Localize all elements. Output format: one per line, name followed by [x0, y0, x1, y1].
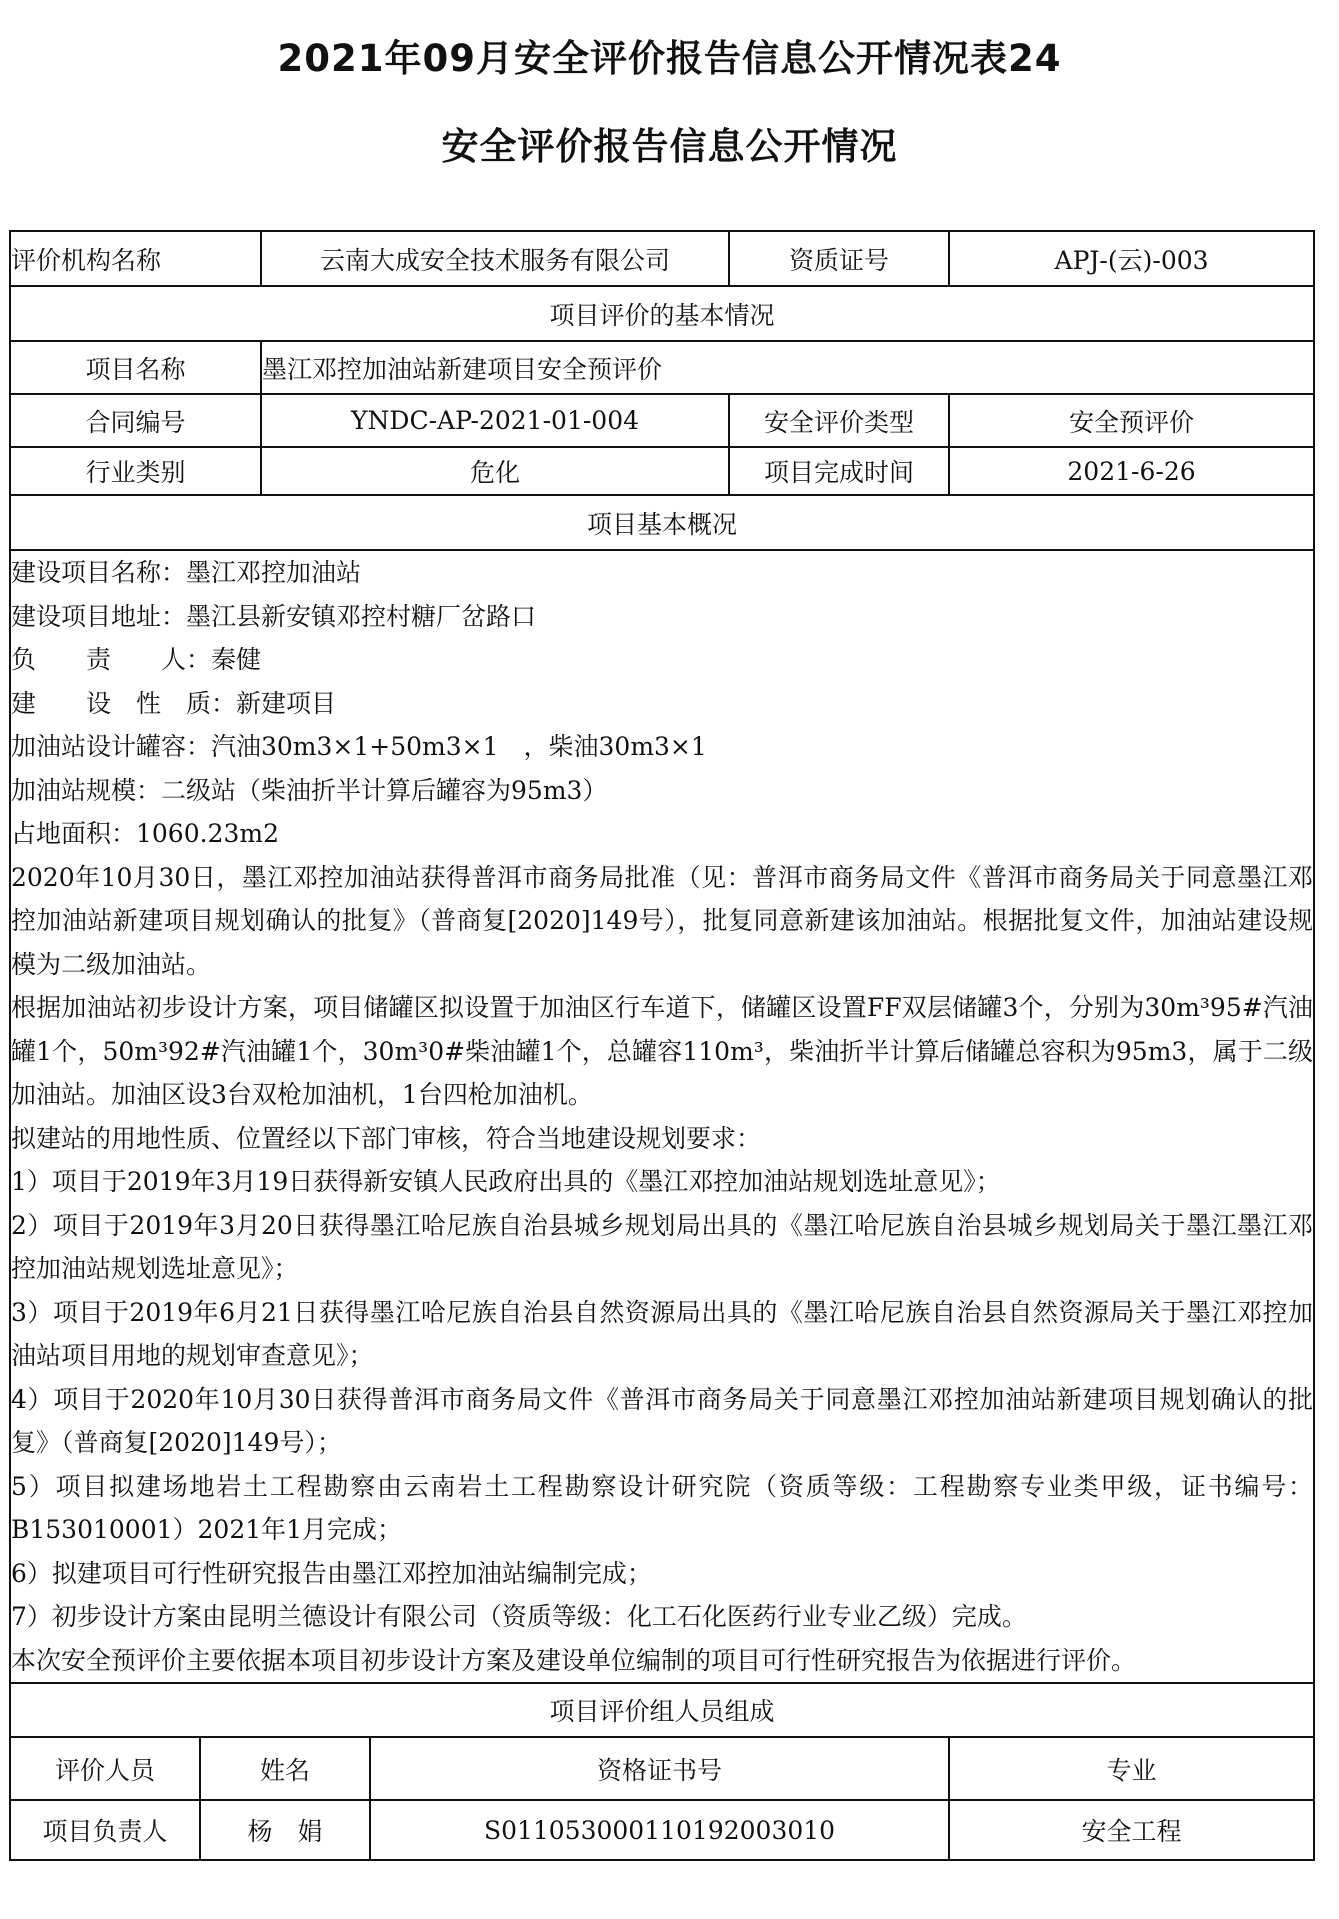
overview-construction-nature: [11, 682, 1313, 726]
finish-time-label: 项目完成时间: [729, 447, 949, 495]
project-name-label: 项目名称: [10, 341, 261, 394]
overview-header-row: [10, 495, 1314, 550]
evaluation-type-label: 安全评价类型: [729, 394, 949, 447]
overview-design-paragraph: 根据加油站初步设计方案，项目储罐区拟设置于加油区行车道下，储罐区设置FF双层储罐3个，分别为30m³95#汽油罐1个，50m³92#汽油罐1个，30m³0#柴油罐1个，总罐容110m³，柴油折半计算后储罐总容积为95m3，属于二级加油站。加油区设3台双枪加油机，1台四枪加油机。: [11, 993, 1314, 1109]
nature-value: 新建项目: [236, 688, 337, 718]
industry-row: [10, 447, 1314, 495]
contract-label: 合同编号: [10, 394, 261, 447]
cert-value: APJ-(云)-003: [949, 231, 1314, 286]
overview-review-item-5: 5）项目拟建场地岩土工程勘察由云南岩土工程勘察设计研究院（资质等级：工程勘察专业类甲级，证书编号：B153010001）2021年1月完成；: [11, 1471, 1314, 1544]
overview-basis-paragraph: 本次安全预评价主要依据本项目初步设计方案及建设单位编制的项目可行性研究报告为依据进行评价。: [11, 1645, 1137, 1675]
overview-station-scale: 加油站规模：二级站（柴油折半计算后罐容为95m3）: [11, 775, 608, 805]
overview-review-item-7: 7）初步设计方案由昆明兰德设计有限公司（资质等级：化工石化医药行业专业乙级）完成。: [11, 1602, 1027, 1631]
overview-review-item-6: 6）拟建项目可行性研究报告由墨江邓控加油站编制完成；: [11, 1558, 652, 1588]
responsible-value: 秦健: [211, 645, 262, 674]
overview-review-item-2: 2）项目于2019年3月20日获得墨江哈尼族自治县城乡规划局出具的《墨江哈尼族自治县城乡规划局关于墨江墨江邓控加油站规划选址意见》；: [11, 1210, 1314, 1283]
team-member-row: [10, 1800, 1314, 1860]
org-name-value: 云南大成安全技术服务有限公司: [261, 231, 729, 286]
team-col-role: 评价人员: [10, 1737, 200, 1800]
basic-header-row: [10, 286, 1314, 341]
member-specialty: 安全工程: [949, 1800, 1314, 1860]
team-header-row: [10, 1683, 1314, 1737]
contract-row: [10, 394, 1314, 447]
disclosure-table: [9, 230, 1315, 1861]
contract-value: YNDC-AP-2021-01-004: [261, 394, 729, 447]
overview-land-area: 占地面积：1060.23m2: [11, 819, 279, 848]
member-name: 杨 娟: [200, 1800, 370, 1860]
overview-review-intro: 拟建站的用地性质、位置经以下部门审核，符合当地建设规划要求：: [11, 1123, 762, 1153]
team-col-name: 姓名: [200, 1737, 370, 1800]
document-subtitle: 安全评价报告信息公开情况: [441, 125, 898, 168]
industry-label: 行业类别: [10, 447, 261, 495]
evaluation-type-value: 安全预评价: [949, 394, 1314, 447]
nature-label: 建 设 性 质：: [11, 688, 237, 718]
overview-responsible-person: [11, 638, 1313, 682]
overview-approval-paragraph: 2020年10月30日，墨江邓控加油站获得普洱市商务局批准（见：普洱市商务局文件《普洱市商务局关于同意墨江邓控加油站新建项目规划确认的批复》（普商复[2020]149号），批复同意新建该加油站。根据批复文件，加油站建设规模为二级加油站。: [11, 862, 1314, 979]
project-overview: [10, 550, 1314, 1683]
overview-row: [10, 550, 1314, 1683]
org-row: [10, 231, 1314, 286]
team-columns-row: [10, 1737, 1314, 1800]
overview-review-item-4: 4）项目于2020年10月30日获得普洱市商务局文件《普洱市商务局关于同意墨江邓控加油站新建项目规划确认的批复》（普商复[2020]149号）；: [11, 1384, 1314, 1457]
basic-section-header: 项目评价的基本情况: [10, 286, 1314, 341]
overview-project-name: 建设项目名称：墨江邓控加油站: [11, 558, 362, 587]
cert-label: 资质证号: [729, 231, 949, 286]
org-name-label: 评价机构名称: [10, 231, 261, 286]
overview-review-item-1: 1）项目于2019年3月19日获得新安镇人民政府出具的《墨江邓控加油站规划选址意见》；: [11, 1167, 1001, 1196]
project-name-row: [10, 341, 1314, 394]
project-name-value: 墨江邓控加油站新建项目安全预评价: [261, 341, 1314, 394]
team-col-specialty: 专业: [949, 1737, 1314, 1800]
overview-project-address: 建设项目地址：墨江县新安镇邓控村糖厂岔路口: [11, 601, 537, 631]
industry-value: 危化: [261, 447, 729, 495]
document-title: 2021年09月安全评价报告信息公开情况表24: [277, 37, 1062, 80]
overview-review-item-3: 3）项目于2019年6月21日获得墨江哈尼族自治县自然资源局出具的《墨江哈尼族自治县自然资源局关于墨江邓控加油站项目用地的规划审查意见》；: [11, 1297, 1314, 1370]
overview-section-header: 项目基本概况: [10, 495, 1314, 550]
team-section-header: 项目评价组人员组成: [10, 1683, 1314, 1737]
member-certificate: S011053000110192003010: [370, 1800, 949, 1860]
member-role: 项目负责人: [10, 1800, 200, 1860]
team-col-certificate: 资格证书号: [370, 1737, 949, 1800]
finish-time-value: 2021-6-26: [949, 447, 1314, 495]
overview-tank-capacity: 加油站设计罐容：汽油30m3×1+50m3×1 ，柴油30m3×1: [11, 732, 707, 761]
responsible-label: 负 责 人：: [11, 645, 212, 674]
